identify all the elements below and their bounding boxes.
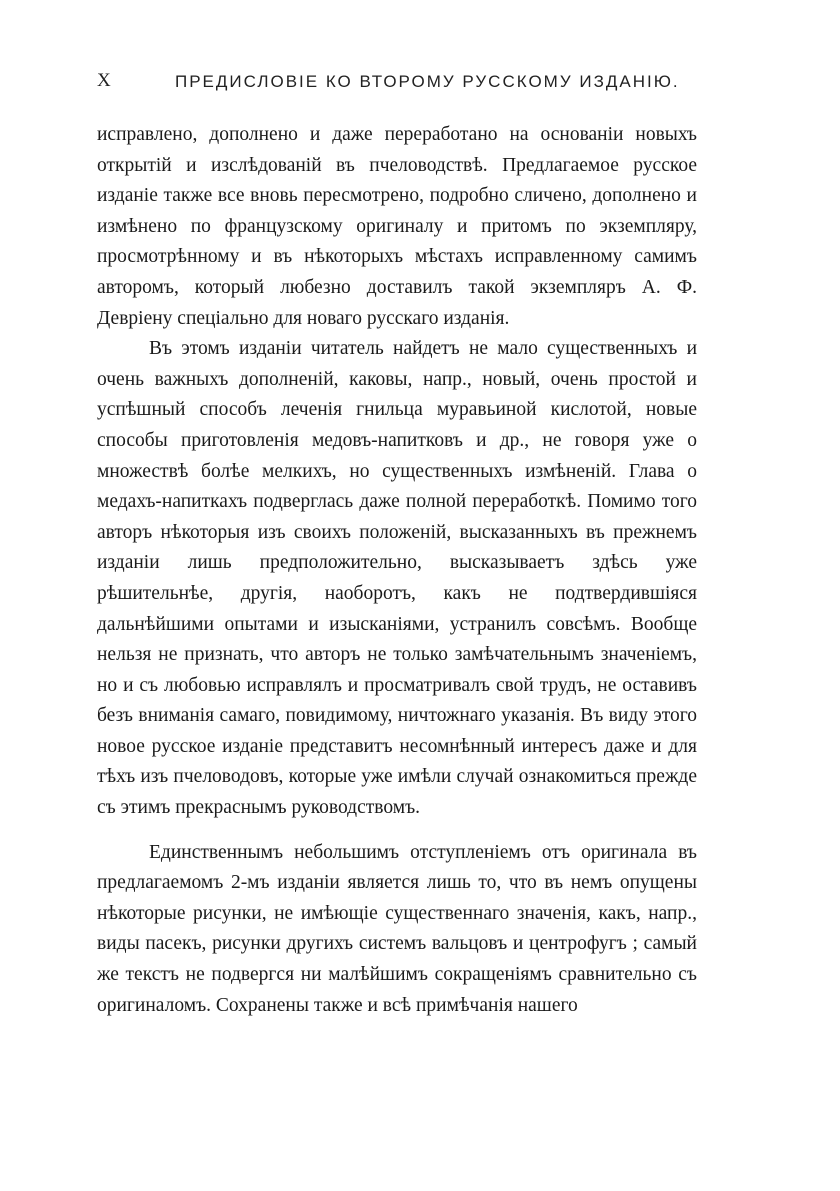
- page-number: X: [97, 70, 111, 91]
- paragraph-additions: Въ этомъ изданіи читатель найдетъ не мало существенныхъ и очень важныхъ дополненій, каковы, напр., новый, очень простой и успѣшный способъ леченія гнильца муравьиной кислотой, новые способы приготовленія медовъ-напитковъ и др., не говоря уже о множествѣ болѣе мелкихъ, но существенныхъ измѣненій. Глава о медахъ-напиткахъ подверглась даже полной переработкѣ. Помимо того авторъ нѣкоторыя изъ своихъ положеній, высказанныхъ въ прежнемъ изданіи лишь предположительно, высказываетъ здѣсь уже рѣшительнѣе, другія, наоборотъ, какъ не подтвердившіяся дальнѣйшими опытами и изысканіями, устранилъ совсѣмъ. Вообще нельзя не признать, что авторъ не только замѣчательнымъ значеніемъ, но и съ любовью исправлялъ и просматривалъ свой трудъ, не оставивъ безъ вниманія самаго, повидимому, ничтожнаго указанія. Въ виду этого новое русское изданіе представитъ несомнѣнный интересъ даже и для тѣхъ изъ пчеловодовъ, которые уже имѣли случай ознакомиться прежде съ этимъ прекраснымъ руководствомъ.: [97, 338, 697, 819]
- body-text: [97, 120, 697, 1021]
- running-title: ПРЕДИСЛОВІЕ КО ВТОРОМУ РУССКОМУ ИЗДАНІЮ.: [175, 72, 680, 91]
- running-header: [97, 60, 697, 100]
- page: [97, 60, 697, 1021]
- paragraph-continued: исправлено, дополнено и даже переработано на основаніи новыхъ открытій и изслѣдованій въ пчеловодствѣ. Предлагаемое русское изданіе также все вновь пересмотрено, подробно сличено, дополнено и измѣнено по французскому оригиналу и притомъ по экземпляру, просмотрѣнному и въ нѣкоторыхъ мѣстахъ исправленному самимъ авторомъ, который любезно доставилъ такой экземпляръ А. Ф. Девріену спеціально для новаго русскаго изданія.: [97, 124, 697, 329]
- paragraph-omissions: Единственнымъ небольшимъ отступленіемъ отъ оригинала въ предлагаемомъ 2-мъ изданіи является лишь то, что въ немъ опущены нѣкоторые рисунки, не имѣющіе существеннаго значенія, какъ, напр., виды пасекъ, рисунки другихъ системъ вальцовъ и центрофугъ ; самый же текстъ не подвергся ни малѣйшимъ сокращеніямъ сравнительно съ оригиналомъ. Сохранены также и всѣ примѣчанія нашего: [97, 841, 697, 1016]
